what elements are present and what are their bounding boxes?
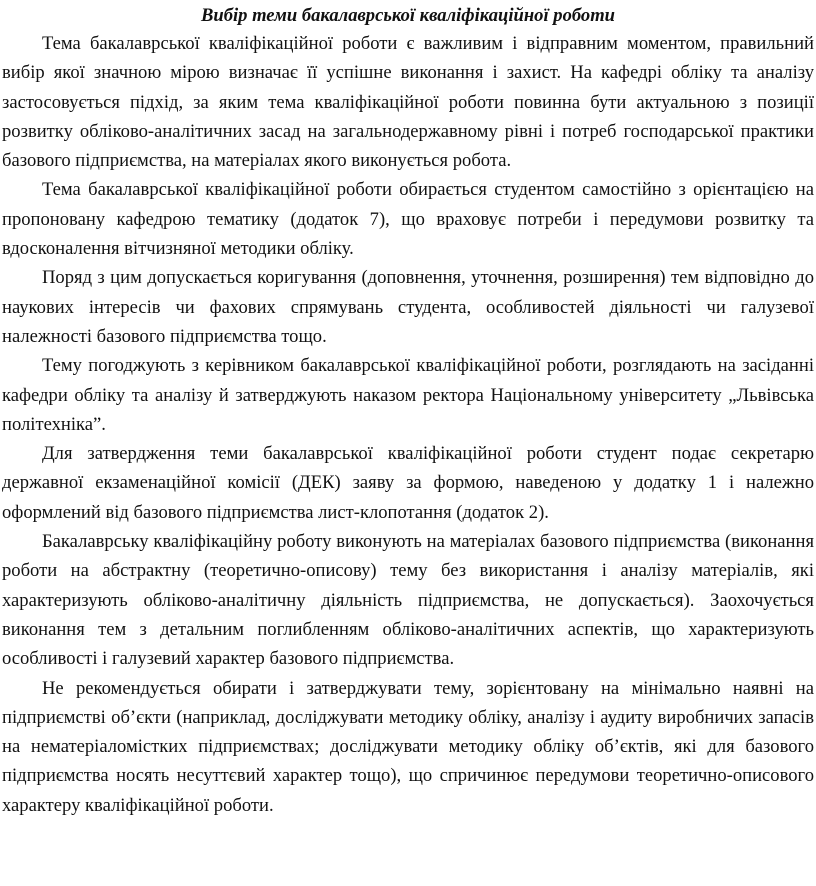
paragraph-base-enterprise: Бакалаврську кваліфікаційну роботу виконують на матеріалах базового підприємства (виконання роботи на абстрактну (теоретично-описову) тему без використання і аналізу матеріалів, які характеризують обліково-аналітичну діяльність підприємства, не допускається). Заохочується виконання тем з детальним поглибленням обліково-аналітичних аспектів, що характеризують особливості і галузевий характер базового підприємства. — [2, 531, 814, 670]
paragraph-topic-importance: Тема бакалаврської кваліфікаційної роботи є важливим і відправним моментом, правильний вибір якої значною мірою визначає її успішне виконання і захист. На кафедрі обліку та аналізу застосовується підхід, за яким тема кваліфікаційної роботи повинна бути актуальною з позиції розвитку обліково-аналітичних засад на загальнодержавному рівні і потреб господарської практики базового підприємства, на матеріалах якого виконується робота. — [2, 33, 814, 172]
paragraph-not-recommended: Не рекомендується обирати і затверджувати тему, зорієнтовану на мінімально наявні на підприємстві об’єкти (наприклад, досліджувати методику обліку, аналізу і аудиту виробничих запасів на нематеріаломістких підприємствах; досліджувати методику обліку об’єктів, які для базового підприємства носять несуттєвий характер тощо), що спричинює передумови теоретично-описового характеру кваліфікаційної роботи. — [2, 677, 814, 816]
paragraph-topic-selection: Тема бакалаврської кваліфікаційної роботи обирається студентом самостійно з орієнтацією на пропоновану кафедрою тематику (додаток 7), що враховує потреби і передумови розвитку та вдосконалення вітчизняної методики обліку. — [2, 179, 814, 260]
paragraph-topic-approval: Тему погоджують з керівником бакалаврської кваліфікаційної роботи, розглядають на засіданні кафедри обліку та аналізу й затверджують наказом ректора Національному університету „Львівська політехніка”. — [2, 355, 814, 435]
paragraph-topic-adjustment: Поряд з цим допускається коригування (доповнення, уточнення, розширення) тем відповідно до наукових інтересів чи фахових спрямувань студента, особливостей діяльності чи галузевої належності базового підприємства тощо. — [2, 267, 814, 347]
paragraph-application: Для затвердження теми бакалаврської кваліфікаційної роботи студент подає секретарю державної екзаменаційної комісії (ДЕК) заяву за формою, наведеною у додатку 1 і належно оформлений від базового підприємства лист-клопотання (додаток 2). — [2, 443, 814, 523]
document-title: Вибір теми бакалаврської кваліфікаційної роботи — [200, 5, 616, 26]
